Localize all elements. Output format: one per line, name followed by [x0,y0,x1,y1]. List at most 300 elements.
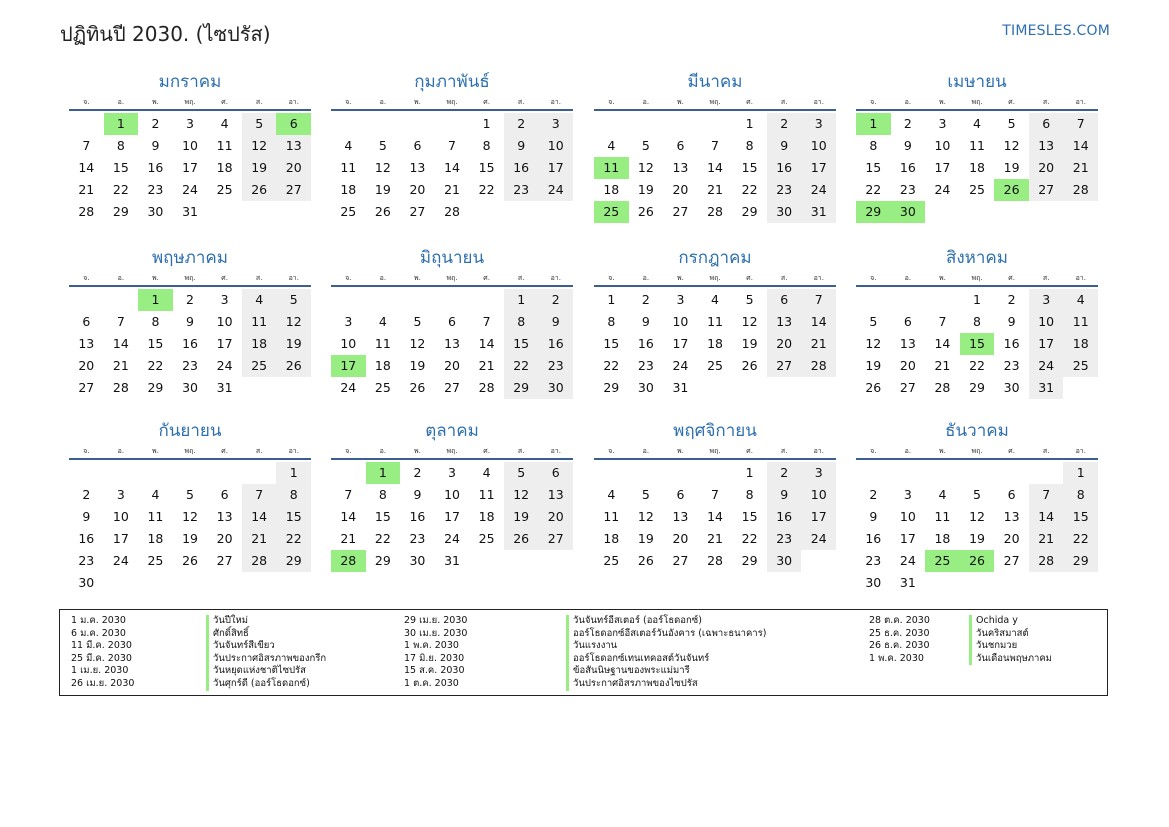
week-row [856,113,1098,135]
week-row [594,201,836,223]
day-cell: 20 [409,182,426,197]
day-cell: 13 [1003,509,1020,524]
empty-day-cell [960,462,995,484]
day-cell: 25 [216,182,233,197]
week-row [594,289,836,311]
day-cell: 5 [413,314,422,329]
day-cell: 15 [112,160,129,175]
week-row [69,506,311,528]
day-cell: 22 [147,358,164,373]
weekday-label: พฤ. [446,98,458,106]
day-cell: 8 [607,314,616,329]
empty-day-cell [242,462,277,484]
day-cell: 6 [448,314,456,329]
weekday-label: อ. [904,98,912,106]
weekday-label: พ. [152,447,159,455]
week-row [331,484,573,506]
empty-day-cell [801,550,836,572]
month-calendar [329,71,575,223]
day-cell: 20 [1029,157,1064,179]
day-cell: 5 [973,487,981,502]
day-cell: 9 [903,138,912,153]
weekday-label: จ. [608,447,615,455]
weekday-label: ศ. [1008,447,1015,455]
week-row [856,333,1098,355]
day-cell: 25 [478,531,495,546]
empty-day-cell [242,572,277,594]
day-cell: 7 [448,138,456,153]
day-cell: 17 [112,531,129,546]
weekday-label: อ. [642,274,650,282]
day-cell: 10 [1029,311,1064,333]
day-cell: 17 [899,531,916,546]
weekday-header [856,271,1098,287]
empty-day-cell [925,462,960,484]
day-cell: 2 [82,487,91,502]
day-cell: 23 [637,358,654,373]
day-cell: 13 [216,509,233,524]
holiday-entry: วันหยุดแห่งชาติไซปรัส [213,665,306,677]
day-cell: 27 [409,204,426,219]
day-cell: 28 [242,550,277,572]
day-cell: 15 [504,333,539,355]
holiday-entry: 26 ธ.ค. 2030 [869,640,930,652]
day-cell: 11 [216,138,233,153]
day-cell: 13 [672,509,689,524]
weekday-label: จ. [870,447,877,455]
week-row [594,550,836,572]
day-cell: 11 [340,160,357,175]
week-row [856,135,1098,157]
weekday-label: ส. [255,274,263,282]
empty-day-cell [925,572,960,594]
day-cell: 17 [801,157,836,179]
holiday-entry: ข้อสันนิษฐานของพระแม่มารี [573,665,690,677]
day-cell: 22 [1063,528,1098,550]
day-cell: 8 [745,138,754,153]
day-cell: 18 [603,182,620,197]
day-cell: 3 [1029,289,1064,311]
week-row [856,377,1098,399]
day-cell: 10 [538,135,573,157]
week-row [69,201,311,223]
weekday-label: อ. [117,98,125,106]
day-cell: 4 [607,138,616,153]
day-cell: 8 [973,314,981,329]
day-cell: 8 [1063,484,1098,506]
holiday-entry: 26 เม.ย. 2030 [71,677,135,689]
empty-day-cell [891,462,926,484]
day-cell: 15 [865,160,882,175]
day-cell: 2 [641,292,650,307]
weekday-label: ส. [517,98,525,106]
holiday-entry: วันจันทร์สีเขียว [213,640,275,652]
day-cell: 9 [869,509,878,524]
empty-day-cell [207,201,242,223]
month-name: กันยายน [158,421,222,441]
day-cell: 25 [147,553,164,568]
day-cell: 25 [603,553,620,568]
empty-day-cell [891,289,926,311]
holiday-entry: 29 เม.ย. 2030 [404,615,468,626]
day-cell: 24 [182,182,198,197]
day-cell: 3 [903,487,912,502]
week-row [594,157,836,179]
day-cell: 29 [969,380,985,395]
weekday-label: อ. [117,447,125,455]
day-cell: 14 [444,160,460,175]
empty-day-cell [366,113,401,135]
day-cell: 12 [1003,138,1020,153]
day-cell: 2 [538,289,573,311]
empty-day-cell [276,377,311,399]
day-cell: 25 [374,380,391,395]
month-name: ธันวาคม [945,421,1009,441]
holiday-entry: วันคริสมาสต์ [976,627,1029,639]
day-cell: 29 [147,380,164,395]
week-row [331,377,573,399]
week-row [331,355,573,377]
day-cell: 3 [801,462,836,484]
week-row [594,506,836,528]
weekday-label: พฤ. [709,447,721,455]
day-cell: 28 [78,204,95,219]
empty-day-cell [331,289,366,311]
empty-day-cell [698,113,733,135]
day-cell: 28 [801,355,836,377]
day-cell: 4 [378,314,387,329]
day-cell: 25 [707,358,723,373]
day-cell: 15 [741,509,758,524]
month-name: มกราคม [158,72,222,92]
day-cell: 18 [340,182,357,197]
day-cell: 7 [711,487,719,502]
day-cell: 15 [478,160,495,175]
day-cell: 30 [767,550,802,572]
week-row [331,506,573,528]
day-cell: 29 [1063,550,1098,572]
week-row [69,113,311,135]
day-cell: 4 [973,116,981,131]
day-cell: 24 [801,528,836,550]
day-cell: 9 [186,314,194,329]
weekday-label: พฤ. [184,274,196,282]
week-row [594,135,836,157]
day-cell: 22 [374,531,391,546]
empty-day-cell [504,550,539,572]
week-row [69,135,311,157]
weekday-label: พฤ. [184,98,196,106]
day-cell: 5 [641,138,650,153]
day-cell: 24 [899,553,916,568]
empty-day-cell [698,377,733,399]
day-cell: 31 [672,380,689,395]
holiday-dates-col-2 [404,615,467,691]
month-calendar [592,71,838,223]
day-cell: 2 [903,116,912,131]
holiday-day-cell: 28 [331,550,366,572]
week-row [331,528,573,550]
week-row [594,355,836,377]
empty-day-cell [925,289,960,311]
month-name: มีนาคม [687,72,743,92]
day-cell: 14 [1029,506,1064,528]
day-cell: 11 [1063,311,1098,333]
day-cell: 26 [504,528,539,550]
weekday-label: จ. [83,447,90,455]
holiday-day-cell: 1 [138,289,173,311]
day-cell: 23 [1003,358,1020,373]
day-cell: 3 [344,314,353,329]
day-cell: 7 [711,138,719,153]
day-cell: 28 [444,204,460,219]
weekday-label: พ. [677,98,684,106]
day-cell: 21 [707,531,723,546]
day-cell: 11 [147,509,164,524]
day-cell: 13 [78,336,95,351]
day-cell: 23 [182,358,198,373]
holiday-day-cell: 1 [104,113,139,135]
holiday-entry: ออร์โธดอกซ์อีสเตอร์วันอังคาร (เฉพาะธนาคาร) [573,627,767,639]
week-row [69,289,311,311]
day-cell: 20 [899,358,916,373]
weekday-label: พ. [152,98,159,106]
day-cell: 5 [276,289,311,311]
holiday-entry: 1 ม.ค. 2030 [71,615,126,626]
day-cell: 26 [409,380,426,395]
day-cell: 16 [865,531,882,546]
day-cell: 20 [767,333,802,355]
day-cell: 21 [340,531,357,546]
day-cell: 27 [444,380,460,395]
day-cell: 11 [969,138,985,153]
day-cell: 1 [607,292,616,307]
day-cell: 7 [938,314,947,329]
week-row [856,355,1098,377]
day-cell: 3 [186,116,194,131]
day-cell: 17 [538,157,573,179]
day-cell: 20 [672,531,689,546]
weekday-header [69,271,311,287]
day-cell: 15 [374,509,391,524]
day-cell: 21 [934,358,951,373]
weekday-label: พ. [939,98,946,106]
weekday-label: อ. [379,98,387,106]
day-cell: 22 [112,182,129,197]
empty-day-cell [69,289,104,311]
site-link[interactable]: TIMESLES.COM [1002,23,1110,39]
weekday-label: ศ. [221,274,228,282]
week-row [69,484,311,506]
empty-day-cell [242,201,277,223]
day-cell: 24 [538,179,573,201]
day-cell: 26 [374,204,391,219]
day-cell: 8 [745,487,754,502]
holiday-entry: 11 มี.ค. 2030 [71,640,132,652]
day-cell: 9 [767,135,802,157]
day-cell: 24 [216,358,233,373]
week-row [331,289,573,311]
weekday-label: จ. [345,447,352,455]
day-cell: 10 [899,509,916,524]
weekday-label: อา. [288,274,299,282]
day-cell: 1 [745,465,754,480]
day-cell: 10 [801,135,836,157]
day-cell: 15 [147,336,164,351]
holiday-day-cell: 1 [366,462,401,484]
empty-day-cell [594,113,629,135]
day-cell: 28 [707,553,723,568]
weekday-label: อา. [813,447,824,455]
day-cell: 23 [147,182,164,197]
day-cell: 14 [112,336,129,351]
day-cell: 28 [934,380,951,395]
empty-day-cell [276,201,311,223]
day-cell: 30 [147,204,164,219]
day-cell: 7 [82,138,91,153]
month-calendar [67,71,313,223]
day-cell: 23 [767,528,802,550]
week-row [331,333,573,355]
day-cell: 10 [801,484,836,506]
holiday-day-cell: 26 [960,550,995,572]
month-calendar [329,247,575,399]
day-cell: 16 [182,336,198,351]
weekday-label: พ. [677,274,684,282]
day-cell: 18 [707,336,723,351]
day-cell: 12 [637,160,654,175]
holiday-entry: วันประกาศอิสรภาพของไซปรัส [573,677,698,689]
holiday-day-cell: 26 [994,179,1029,201]
day-cell: 23 [78,553,95,568]
day-cell: 4 [711,292,719,307]
day-cell: 4 [344,138,353,153]
day-cell: 5 [869,314,878,329]
day-cell: 4 [242,289,277,311]
empty-day-cell [994,201,1029,223]
day-cell: 4 [151,487,160,502]
holiday-entry: 1 ต.ค. 2030 [404,677,459,689]
weekday-header [331,444,573,460]
day-cell: 26 [865,380,882,395]
day-cell: 24 [934,182,951,197]
day-cell: 11 [707,314,723,329]
day-cell: 13 [1029,135,1064,157]
weekday-label: ศ. [483,98,490,106]
day-cell: 16 [767,157,802,179]
day-cell: 14 [340,509,357,524]
day-cell: 26 [637,553,654,568]
weekday-header [69,444,311,460]
day-cell: 12 [637,509,654,524]
day-cell: 6 [220,487,229,502]
empty-day-cell [538,201,573,223]
day-cell: 13 [409,160,426,175]
day-cell: 7 [1063,113,1098,135]
weekday-label: ส. [780,274,788,282]
week-row [331,550,573,572]
day-cell: 18 [216,160,233,175]
holiday-entry: 30 เม.ย. 2030 [404,627,468,639]
day-cell: 31 [899,575,916,590]
day-cell: 19 [969,531,985,546]
week-row [331,113,573,135]
empty-day-cell [1029,462,1064,484]
day-cell: 30 [78,575,95,590]
weekday-label: พ. [939,274,946,282]
week-row [69,550,311,572]
week-row [856,484,1098,506]
day-cell: 14 [78,160,95,175]
weekday-label: อา. [550,447,561,455]
day-cell: 19 [1003,160,1020,175]
day-cell: 31 [182,204,198,219]
week-row [594,484,836,506]
week-row [594,179,836,201]
day-cell: 24 [672,358,689,373]
month-calendar [854,71,1100,223]
day-cell: 5 [242,113,277,135]
week-row [69,355,311,377]
weekday-header [594,444,836,460]
weekday-label: อา. [813,274,824,282]
week-row [331,462,573,484]
day-cell: 4 [938,487,947,502]
day-cell: 16 [504,157,539,179]
day-cell: 25 [242,355,277,377]
empty-day-cell [173,462,208,484]
empty-day-cell [469,289,504,311]
day-cell: 12 [504,484,539,506]
day-cell: 14 [707,509,723,524]
week-row [331,311,573,333]
day-cell: 9 [151,138,160,153]
empty-day-cell [1029,572,1064,594]
day-cell: 22 [865,182,882,197]
week-row [69,157,311,179]
day-cell: 19 [242,157,277,179]
day-cell: 14 [478,336,495,351]
week-row [69,311,311,333]
month-name: เมษายน [947,72,1007,92]
month-calendar [67,247,313,399]
day-cell: 24 [112,553,129,568]
day-cell: 12 [741,314,758,329]
day-cell: 6 [676,487,685,502]
weekday-label: ศ. [483,447,490,455]
day-cell: 13 [538,484,573,506]
empty-day-cell [69,113,104,135]
week-row [69,333,311,355]
weekday-header [69,95,311,111]
day-cell: 21 [1063,157,1098,179]
day-cell: 6 [676,138,685,153]
week-row [594,528,836,550]
empty-day-cell [698,462,733,484]
day-cell: 1 [276,462,311,484]
day-cell: 29 [504,377,539,399]
weekday-header [856,444,1098,460]
weekday-label: จ. [870,98,877,106]
day-cell: 12 [374,160,391,175]
day-cell: 2 [767,462,802,484]
weekday-label: ศ. [221,447,228,455]
day-cell: 18 [478,509,495,524]
holiday-list [59,609,1108,696]
empty-day-cell [242,377,277,399]
day-cell: 18 [969,160,985,175]
day-cell: 27 [1029,179,1064,201]
